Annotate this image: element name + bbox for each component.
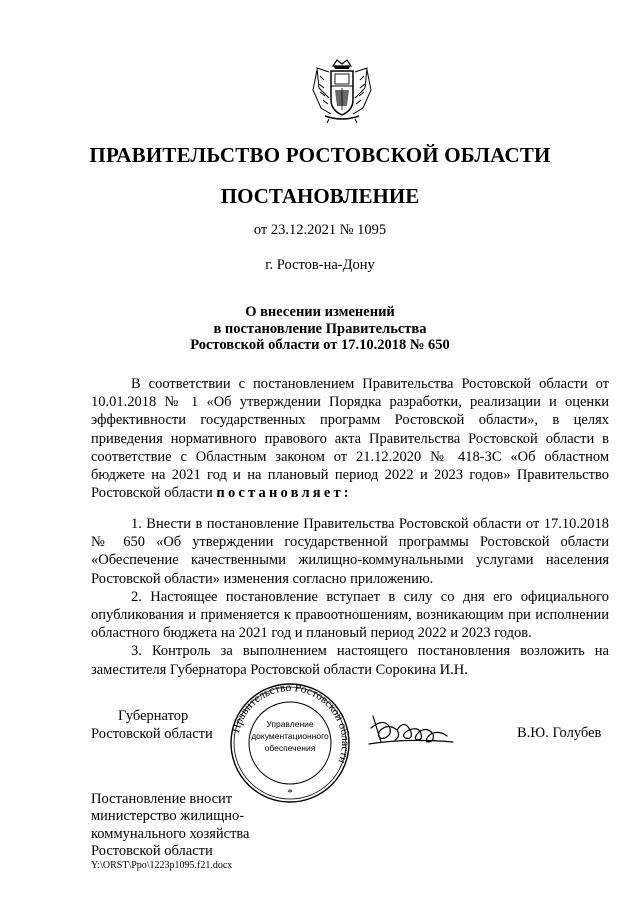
file-path: Y:\ORST\Ppo\1223p1095.f21.docx: [91, 860, 233, 871]
signer-title-line: Губернатор: [118, 708, 189, 724]
signer-title: [91, 707, 213, 743]
handwritten-signature-icon: [367, 708, 455, 754]
subject-line: Ростовской области от 17.10.2018 № 650: [190, 337, 450, 353]
preamble-paragraph: [91, 375, 609, 502]
subject-line: в постановление Правительства: [213, 320, 427, 337]
seal-center-line: Управление: [266, 719, 314, 729]
preamble: [91, 375, 609, 502]
seal-center-line: обеспечения: [264, 743, 316, 753]
document-type: ПОСТАНОВЛЕНИЕ: [220, 184, 420, 208]
resolution-item: 1. Внести в постановление Правительства Ростовской области от 17.10.2018 № 650 «Об утверждении государственной программы Ростовской области «Обеспечение качественными жилищно-коммунальными услугами населения Ростовской области» изменения согласно приложению.: [91, 516, 609, 587]
seal-star: *: [287, 787, 293, 799]
document-city: г. Ростов-на-Дону: [265, 257, 375, 273]
preamble-text: В соответствии с постановлением Правительства Ростовской области от 10.01.2018 № 1 «Об утверждении Порядка разработки, реализации и оценки эффективности государственных программ Ростовской области», в целях приведения нормативного правового акта Правительства Ростовской области в соответствие с Областным законом от 21.12.2020 № 418-ЗС «Об областном бюджете на 2021 год и на плановый период 2022 и 2023 годов» Правительство Ростовской области: [91, 376, 609, 502]
seal-center-line: документационного: [251, 731, 329, 741]
introduced-by: [91, 791, 250, 861]
introduced-by-line: коммунального хозяйства: [91, 825, 250, 842]
introduced-by-line: Постановление вносит: [91, 791, 233, 807]
resolution-item: 3. Контроль за выполнением настоящего постановления возложить на заместителя Губернатора Ростовской области Сорокина И.Н.: [91, 643, 609, 678]
signer-title-line: Ростовской области: [91, 726, 213, 742]
signer-name: В.Ю. Голубев: [517, 725, 602, 741]
subject-line: О внесении изменений: [245, 304, 395, 320]
resolution-item: 2. Настоящее постановление вступает в силу со дня его официального опубликования и применяется к правоотношениям, возникающим при исполнении областного бюджета на 2021 год и плановый период 2022 и 2023 годов.: [91, 588, 609, 642]
coat-of-arms-icon: [311, 58, 373, 124]
seal-ring-text: Правительство Ростовской области: [230, 682, 352, 765]
decree-word: постановляет:: [216, 485, 352, 502]
official-seal-stamp: [226, 682, 354, 804]
resolution-items: [91, 515, 609, 679]
organization-title: ПРАВИТЕЛЬСТВО РОСТОВСКОЙ ОБЛАСТИ: [89, 143, 551, 167]
document-subject: [0, 304, 640, 354]
document-date-number: от 23.12.2021 № 1095: [253, 222, 387, 238]
introduced-by-line: Ростовской области: [91, 843, 213, 860]
introduced-by-line: министерство жилищно-: [91, 808, 245, 825]
